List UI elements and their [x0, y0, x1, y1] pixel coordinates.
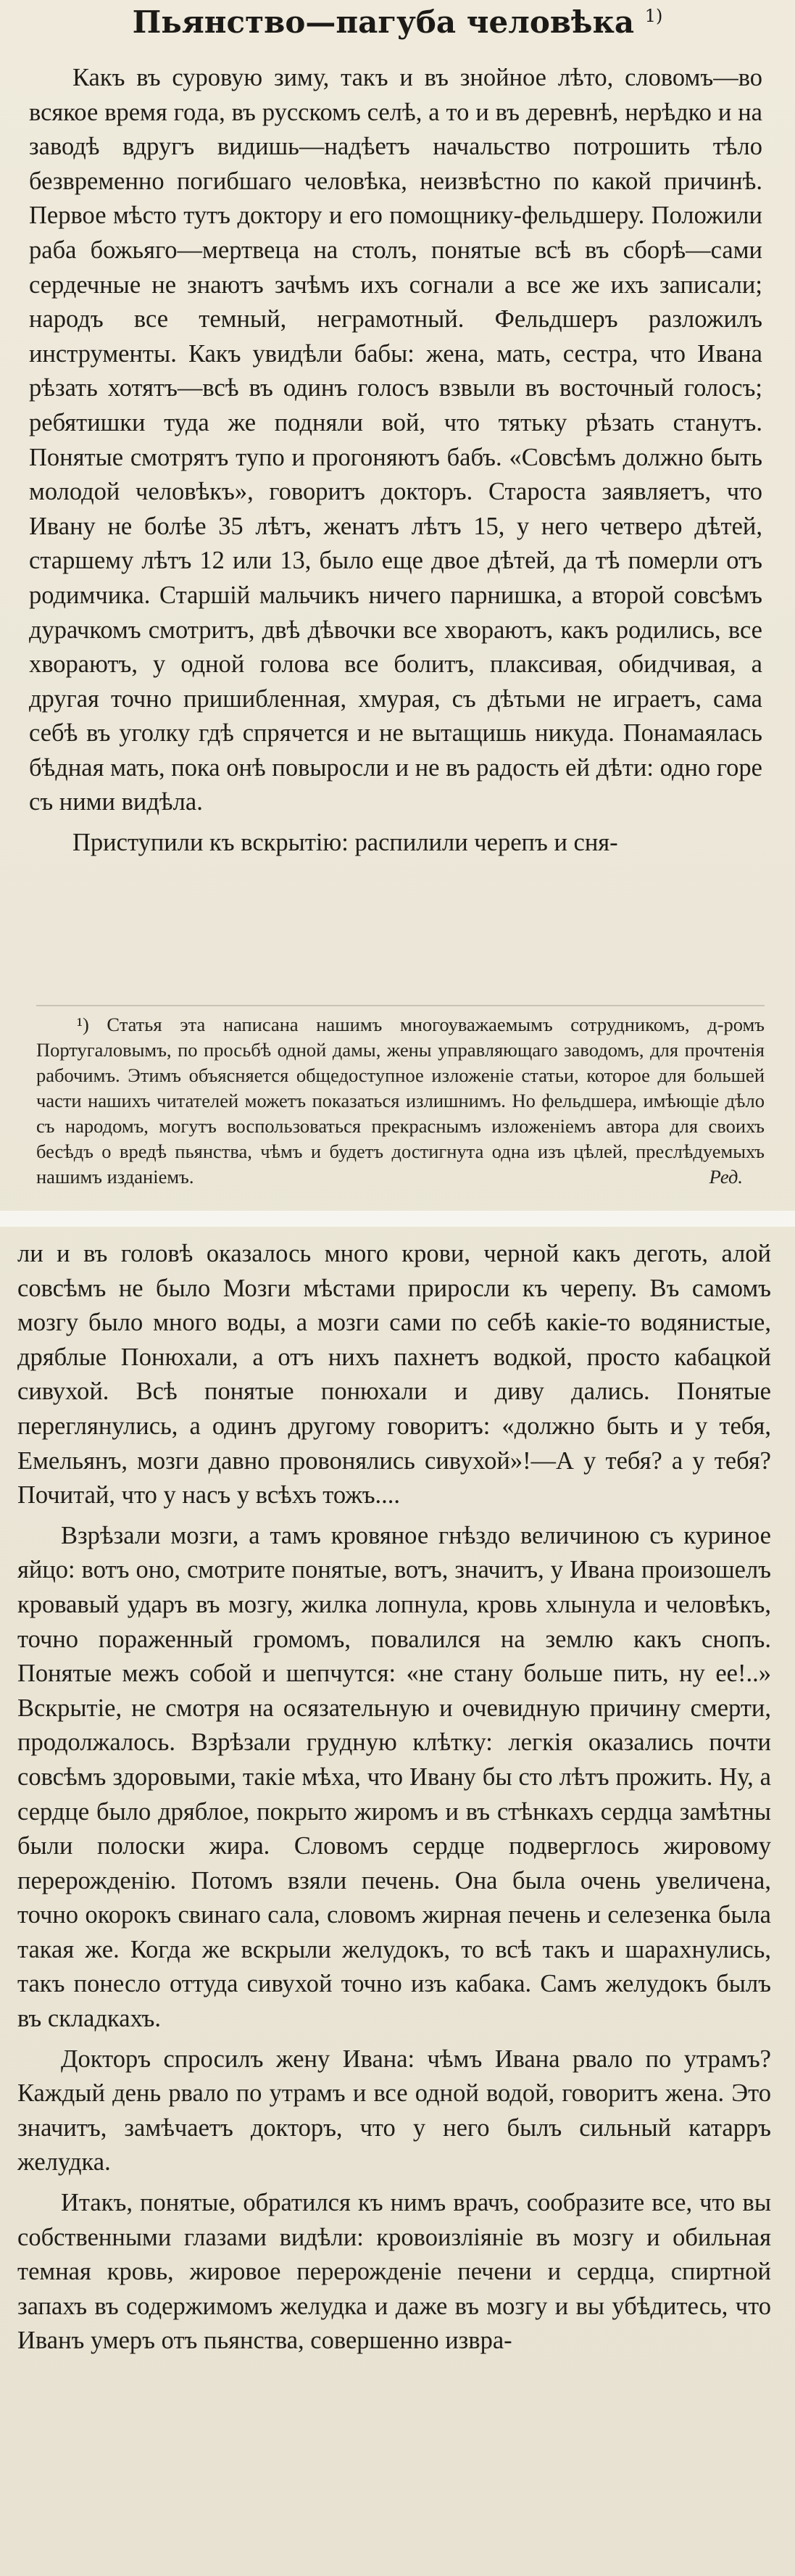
footnote-divider — [36, 1005, 765, 1006]
footnote-signature: Ред. — [709, 1166, 743, 1188]
paragraph: Докторъ спросилъ жену Ивана: чѣмъ Ивана рвало по утрамъ? Каждый день рвало по утрамъ и все одной водой, говоритъ жена. Это значитъ, замѣчаетъ докторъ, что у него былъ сильный катарръ желудка. — [17, 2045, 771, 2177]
column-separator — [0, 1211, 795, 1227]
article-title-text: Пьянство—пагуба человѣка — [132, 4, 635, 40]
article-body-top — [29, 61, 762, 861]
paragraph: Приступили къ вскрытію: распилили черепъ и сня- — [72, 829, 618, 857]
title-footnote-marker: 1) — [644, 6, 663, 26]
paragraph: Какъ въ суровую зиму, такъ и въ знойное лѣто, словомъ—во всякое время года, въ русскомъ селѣ, а то и въ деревнѣ, нерѣдко и на заводѣ вдругъ видишь—надѣетъ начальство потрошить тѣло безвременно погибшаго человѣка, неизвѣстно по какой причинѣ. Первое мѣсто тутъ доктору и его помощнику-фельдшеру. Положили раба божьяго—мертвеца на столъ, понятые всѣ въ сборѣ—сами сердечные не знаютъ зачѣмъ ихъ согнали а все же ихъ записали; народъ все темный, неграмотный. Фельдшеръ разложилъ инструменты. Какъ увидѣли бабы: жена, мать, сестра, что Ивана рѣзать хотятъ—всѣ въ одинъ голосъ взвыли въ восточный голосъ; ребятишки туда же подняли вой, что тятьку рѣзать станутъ. Понятые смотрятъ тупо и прогоняютъ бабъ. «Совсѣмъ должно быть молодой человѣкъ», говоритъ докторъ. Староста заявляетъ, что Ивану не болѣе 35 лѣтъ, женатъ лѣтъ 15, у него четверо дѣтей, старшему лѣтъ 12 или 13, было еще двое дѣтей, да тѣ померли отъ родимчика. Старшій мальчикъ ничего парнишка, а второй совсѣмъ дурачкомъ смотритъ, двѣ дѣвочки все хвораютъ, какъ родились, все хвораютъ, у одной голова все болитъ, плаксивая, обидчивая, а другая точно пришибленная, хмурая, съ дѣтьми не играетъ, сама себѣ въ уголку гдѣ спрячется и не вытащишь никуда. Понамаялась бѣдная мать, пока онѣ повыросли и не въ радость ей дѣти: одно горе съ ними видѣла. — [29, 64, 762, 816]
paragraph: Итакъ, понятые, обратился къ нимъ врачъ, сообразите все, что вы собственными глазами видѣли: кровоизліяніе въ мозгу и обильная темная кровь, жировое перерожденіе печени и сердца, спиртной запахъ въ содержимомъ желудка и даже въ мозгу и вы убѣдитесь, что Иванъ умеръ отъ пьянства, совершенно извра- — [17, 2189, 771, 2355]
article-body-bottom — [17, 1237, 771, 2358]
paragraph: Взрѣзали мозги, а тамъ кровяное гнѣздо величиною съ куриное яйцо: вотъ оно, смотрите понятые, вотъ, значитъ, у Ивана произошелъ кровавый ударъ въ мозгу, жилка лопнула, кровь хлынула и человѣкъ, точно пораженный громомъ, повалился на землю какъ снопъ. Понятые межъ собой и шепчутся: «не стану больше пить, ну ее!..» Вскрытіе, не смотря на осязательную и очевидную причину смерти, продолжалось. Взрѣзали грудную клѣтку: легкія оказались почти совсѣмъ здоровыми, такіе мѣха, что Ивану бы сто лѣтъ прожить. Ну, а сердце было дряблое, покрыто жиромъ и въ стѣнкахъ сердца замѣтны были полоски жира. Словомъ сердце подверглось жировому перерожденію. Потомъ взяли печень. Она была очень увеличена, точно окорокъ свинаго сала, словомъ жирная печень и селезенка была такая же. Когда же вскрыли желудокъ, то всѣ такъ и шарахнулись, такъ понесло оттуда сивухой точно изъ кабака. Самъ желудокъ былъ въ складкахъ. — [17, 1521, 771, 2033]
paragraph: ли и въ головѣ оказалось много крови, черной какъ деготь, алой совсѣмъ не было Мозги мѣстами приросли къ черепу. Въ самомъ мозгу было много воды, а мозги сами по себѣ какіе-то водянистые, дряблые Понюхали, а отъ нихъ пахнетъ водкой, просто кабацкой сивухой. Всѣ понятые понюхали и диву дались. Понятые переглянулись, а одинъ другому говоритъ: «должно быть и у тебя, Емельянъ, мозги давно провонялись сивухой»!—А у тебя? а у тебя? Почитай, что у насъ у всѣхъ тожъ.... — [17, 1240, 771, 1509]
footnote — [36, 1012, 765, 1190]
article-title — [0, 4, 795, 40]
footnote-text: ¹) Статья эта написана нашимъ многоуважаемымъ сотрудникомъ, д-ромъ Португаловымъ, по просьбѣ одной дамы, жены управляющаго заводомъ, для прочтенія рабочимъ. Этимъ объясняется общедоступное изложеніе статьи, которое для большей части нашихъ читателей можетъ показаться излишнимъ. Но фельдшера, имѣющіе дѣло съ народомъ, могутъ воспользоваться прекраснымъ изложеніемъ автора для своихъ бесѣдъ о вредѣ пьянства, чѣмъ и будетъ достигнута одна изъ цѣлей, преслѣдуемыхъ нашимъ изданіемъ. — [36, 1014, 765, 1188]
